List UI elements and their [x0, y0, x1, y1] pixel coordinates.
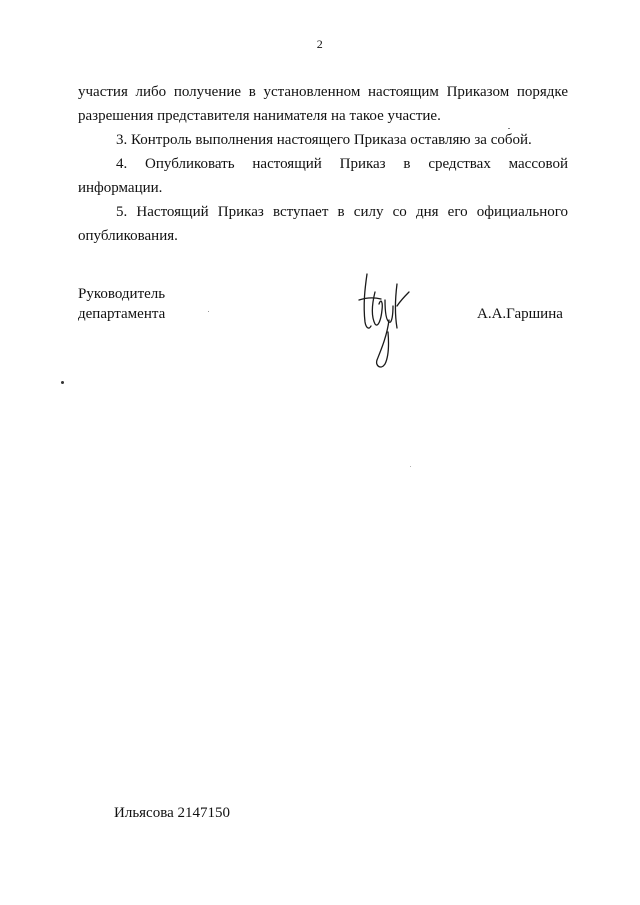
scan-speck [208, 311, 209, 312]
executor-note: Ильясова 2147150 [114, 805, 231, 821]
scan-speck [410, 466, 411, 467]
paragraph-item-5: 5. Настоящий Приказ вступает в силу со дня его официального опубликования. [78, 204, 568, 244]
signature-block [78, 284, 578, 384]
signer-title [78, 284, 165, 324]
signer-title-line-1: Руководитель [78, 286, 166, 302]
handwritten-signature [355, 270, 415, 375]
paragraph-continuation: участия либо получение в установленном настоящим Приказом порядке разрешения представителя нанимателя на такое участие. [78, 84, 568, 124]
page-number: 2 [316, 37, 324, 51]
scan-speck [508, 128, 510, 129]
paragraph-item-4: 4. Опубликовать настоящий Приказ в средствах массовой информации. [78, 156, 568, 196]
scan-speck [61, 381, 64, 384]
document-body [78, 80, 568, 248]
paragraph-item-3: 3. Контроль выполнения настоящего Приказа оставляю за собой. [116, 132, 532, 148]
signer-name: А.А.Гаршина [477, 306, 563, 322]
signer-title-line-2: департамента [78, 306, 166, 322]
